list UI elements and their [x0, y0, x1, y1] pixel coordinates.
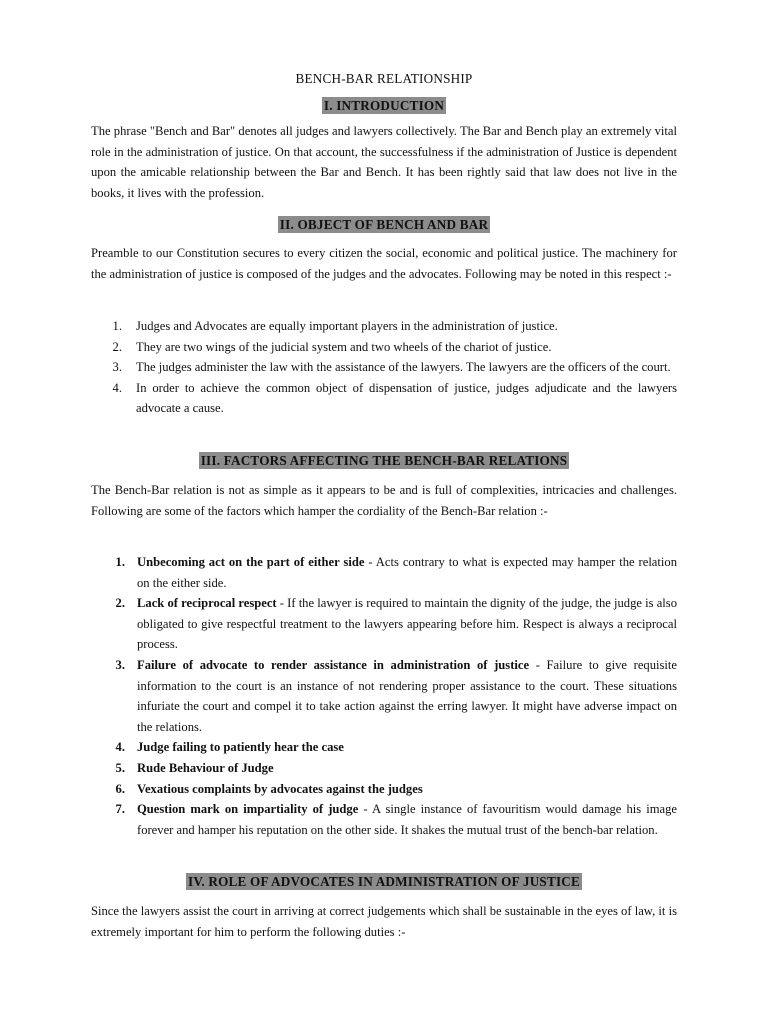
list-item: 1. Unbecoming act on the part of either side - Acts contrary to what is expected may hamper the relation on the either side.: [115, 555, 677, 590]
object-paragraph: Preamble to our Constitution secures to every citizen the social, economic and political justice. The machinery for the administration of justice is composed of the judges and the advocates. Following may be noted in this respect :-: [91, 246, 677, 281]
section-heading-object: II. OBJECT OF BENCH AND BAR: [279, 217, 489, 232]
factors-list: [91, 552, 677, 840]
list-item: 2. They are two wings of the judicial system and two wheels of the chariot of justice.: [112, 339, 552, 354]
list-item: 4. In order to achieve the common object of dispensation of justice, judges adjudicate and the lawyers advocate a cause.: [112, 380, 677, 416]
object-list: [91, 316, 677, 419]
list-item: 5. Rude Behaviour of Judge: [115, 760, 274, 775]
section-heading-factors: III. FACTORS AFFECTING THE BENCH-BAR RELATIONS: [200, 453, 568, 468]
list-item: 3. The judges administer the law with the assistance of the lawyers. The lawyers are the officers of the court.: [112, 360, 671, 375]
document-title: BENCH-BAR RELATIONSHIP: [295, 71, 473, 86]
section-heading-role-of-advocates: IV. ROLE OF ADVOCATES IN ADMINISTRATION OF JUSTICE: [188, 874, 580, 889]
list-item: 6. Vexatious complaints by advocates against the judges: [115, 781, 423, 796]
introduction-paragraph: The phrase "Bench and Bar" denotes all judges and lawyers collectively. The Bar and Bench play an extremely vital role in the administration of justice. On that account, the successfulness if the administration of Justice is dependent upon the amicable relationship between the Bar and Bench. It has been rightly said that law does not live in the books, it lives with the profession.: [91, 124, 677, 200]
list-item: 1. Judges and Advocates are equally important players in the administration of justice.: [112, 319, 558, 333]
list-item: 4. Judge failing to patiently hear the case: [115, 740, 344, 755]
list-item: 3. Failure of advocate to render assistance in administration of justice - Failure to give requisite information to the court is an instance of not rendering proper assistance to the court. These situations infuriate the court and compel it to take action against the erring lawyer. It might have adverse impact on the relations.: [115, 657, 677, 734]
list-item: 2. Lack of reciprocal respect - If the lawyer is required to maintain the dignity of the judge, the judge is also obligated to give respectful treatment to the lawyers appearing before him. Respect is always a reciprocal process.: [115, 596, 677, 652]
section-heading-introduction: I. INTRODUCTION: [323, 98, 445, 113]
role-paragraph: Since the lawyers assist the court in arriving at correct judgements which shall be sustainable in the eyes of law, it is extremely important for him to perform the following duties :-: [91, 904, 677, 939]
factors-paragraph: The Bench-Bar relation is not as simple as it appears to be and is full of complexities, intricacies and challenges. Following are some of the factors which hamper the cordiality of the Bench-Bar relation :-: [91, 483, 677, 518]
list-item: 7. Question mark on impartiality of judge - A single instance of favouritism would damage his image forever and hamper his reputation on the other side. It shakes the mutual trust of the bench-bar relation.: [115, 802, 678, 837]
